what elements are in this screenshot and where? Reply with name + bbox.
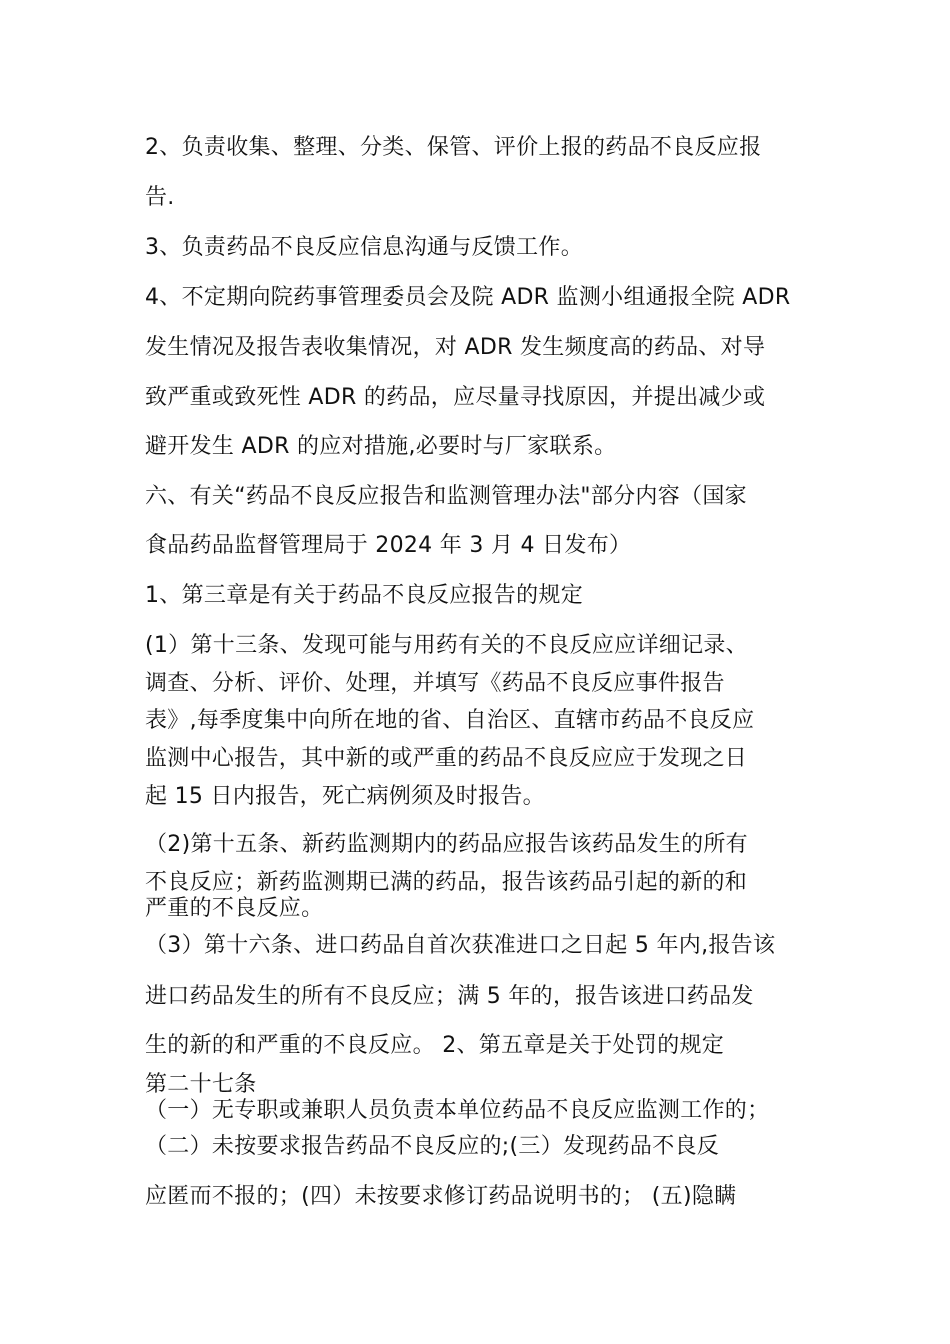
text-line: （二）未按要求报告药品不良反应的;(三）发现药品不良反 bbox=[145, 1134, 720, 1159]
text-line: （2)第十五条、新药监测期内的药品应报告该药品发生的所有 bbox=[145, 832, 748, 857]
text-line: 严重的不良反应。 bbox=[145, 896, 324, 921]
text-line: 应匿而不报的；(四）未按要求修订药品说明书的； (五)隐瞒 bbox=[145, 1184, 737, 1209]
text-line: 起 15 日内报告，死亡病例须及时报告。 bbox=[145, 784, 545, 809]
text-line: 2、负责收集、整理、分类、保管、评价上报的药品不良反应报 bbox=[145, 135, 762, 160]
section-heading: 六、有关“药品不良反应报告和监测管理办法"部分内容（国家 bbox=[145, 484, 747, 509]
text-line: 表》,每季度集中向所在地的省、自治区、直辖市药品不良反应 bbox=[145, 708, 755, 733]
text-line: 避开发生 ADR 的应对措施,必要时与厂家联系。 bbox=[145, 434, 617, 459]
text-line: 4、不定期向院药事管理委员会及院 ADR 监测小组通报全院 ADR bbox=[145, 285, 791, 310]
text-line: 不良反应；新药监测期已满的药品，报告该药品引起的新的和 bbox=[145, 870, 748, 895]
text-line: 调查、分析、评价、处理，并填写《药品不良反应事件报告 bbox=[145, 671, 725, 696]
text-line: （一）无专职或兼职人员负责本单位药品不良反应监测工作的； bbox=[145, 1098, 770, 1123]
text-line: 发生情况及报告表收集情况，对 ADR 发生频度高的药品、对导 bbox=[145, 335, 766, 360]
text-line: （3）第十六条、进口药品自首次获准进口之日起 5 年内,报告该 bbox=[145, 933, 776, 958]
text-line: 食品药品监督管理局于 2024 年 3 月 4 日发布） bbox=[145, 533, 632, 558]
text-line: 进口药品发生的所有不良反应；满 5 年的，报告该进口药品发 bbox=[145, 984, 754, 1009]
text-line: 1、第三章是有关于药品不良反应报告的规定 bbox=[145, 583, 583, 608]
text-line: 3、负责药品不良反应信息沟通与反馈工作。 bbox=[145, 235, 583, 260]
text-line: 生的新的和严重的不良反应。 2、第五章是关于处罚的规定 bbox=[145, 1033, 725, 1058]
text-line: 监测中心报告，其中新的或严重的药品不良反应应于发现之日 bbox=[145, 746, 748, 771]
text-line: 致严重或致死性 ADR 的药品，应尽量寻找原因，并提出减少或 bbox=[145, 385, 766, 410]
text-line: (1）第十三条、发现可能与用药有关的不良反应应详细记录、 bbox=[145, 633, 748, 658]
text-line: 告. bbox=[145, 185, 175, 210]
text-line: 第二十七条 bbox=[145, 1072, 257, 1097]
